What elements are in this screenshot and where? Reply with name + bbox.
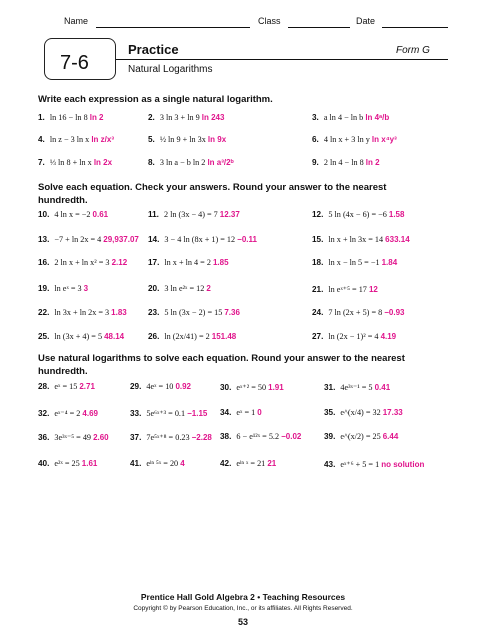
problem-25 bbox=[38, 332, 124, 341]
problem-number: 42. bbox=[220, 459, 232, 468]
problem-answer: ln 9x bbox=[207, 135, 227, 144]
problem-answer: −1.15 bbox=[187, 409, 208, 418]
problem-8 bbox=[148, 158, 234, 167]
problem-expression: ln 16 − ln 8 bbox=[49, 113, 90, 122]
problem-answer: 151.48 bbox=[211, 332, 237, 341]
problem-number: 19. bbox=[38, 284, 50, 293]
problem-expression: 3 ln 3 + ln 9 bbox=[159, 113, 202, 122]
problem-expression: 4 ln x + 3 ln y bbox=[323, 135, 372, 144]
problem-3 bbox=[312, 113, 389, 122]
problem-expression: ln x − ln 5 = −1 bbox=[328, 258, 382, 267]
problem-expression: ln z − 3 ln x bbox=[49, 135, 92, 144]
problem-30 bbox=[220, 382, 284, 392]
problem-answer: 0.92 bbox=[175, 382, 192, 391]
problem-19 bbox=[38, 284, 88, 293]
problem-answer: 12.37 bbox=[219, 210, 240, 219]
problem-number: 24. bbox=[312, 308, 324, 317]
problem-expression: ½ ln 9 + ln 3x bbox=[159, 135, 208, 144]
problem-number: 14. bbox=[148, 235, 160, 244]
class-line bbox=[288, 27, 350, 28]
name-line bbox=[96, 27, 250, 28]
problem-10 bbox=[38, 210, 108, 219]
problem-number: 27. bbox=[312, 332, 324, 341]
problem-number: 1. bbox=[38, 113, 45, 122]
problem-42 bbox=[220, 459, 276, 468]
problem-expression: 3 − 4 ln (8x + 1) = 12 bbox=[164, 235, 238, 244]
problem-answer: ln 2x bbox=[93, 158, 113, 167]
problem-22 bbox=[38, 308, 127, 317]
problem-number: 20. bbox=[148, 284, 160, 293]
problem-6 bbox=[312, 135, 397, 144]
problem-number: 28. bbox=[38, 382, 50, 391]
problem-answer: 1.58 bbox=[388, 210, 405, 219]
problem-number: 8. bbox=[148, 158, 155, 167]
problem-number: 36. bbox=[38, 433, 50, 442]
problem-expression: 3 ln e²ˣ = 12 bbox=[164, 284, 207, 293]
problem-answer: 1.61 bbox=[81, 459, 98, 468]
problem-expression: ln 3x + ln 2x = 3 bbox=[54, 308, 112, 317]
footer-book: Prentice Hall Gold Algebra 2 • Teaching Resources bbox=[140, 592, 346, 602]
date-label: Date bbox=[356, 16, 376, 26]
problem-32 bbox=[38, 408, 98, 418]
problem-20 bbox=[148, 284, 211, 293]
class-label: Class bbox=[258, 16, 281, 26]
problem-13 bbox=[38, 235, 139, 244]
problem-24 bbox=[312, 308, 405, 317]
problem-answer: 3 bbox=[83, 284, 89, 293]
problem-number: 25. bbox=[38, 332, 50, 341]
problem-answer: ln 4ᵃ/b bbox=[365, 113, 390, 122]
problem-16 bbox=[38, 258, 127, 267]
problem-answer: ln 2 bbox=[365, 158, 380, 167]
problem-answer: 21 bbox=[267, 459, 277, 468]
problem-number: 39. bbox=[324, 432, 336, 441]
problem-number: 22. bbox=[38, 308, 50, 317]
problem-expression: eˡⁿ ⁵ˣ = 20 bbox=[146, 459, 181, 468]
problem-number: 37. bbox=[130, 433, 142, 442]
problem-23 bbox=[148, 308, 240, 317]
problem-number: 33. bbox=[130, 409, 142, 418]
problem-18 bbox=[312, 258, 397, 267]
footer-copyright: Copyright © by Pearson Education, Inc., or its affiliates. All Rights Reserved. bbox=[133, 605, 353, 612]
problem-number: 16. bbox=[38, 258, 50, 267]
problem-number: 30. bbox=[220, 383, 232, 392]
problem-36 bbox=[38, 432, 109, 442]
problem-expression: ln (2x/41) = 2 bbox=[164, 332, 212, 341]
problem-2 bbox=[148, 113, 224, 122]
problem-expression: ln x + ln 3x = 14 bbox=[328, 235, 386, 244]
problem-number: 3. bbox=[312, 113, 319, 122]
problem-answer: 2.12 bbox=[111, 258, 128, 267]
problem-37 bbox=[130, 432, 212, 442]
lesson-title: Practice bbox=[128, 42, 179, 57]
problem-expression: 3e³ˣ⁻⁵ = 49 bbox=[54, 433, 94, 442]
problem-answer: ln z/x³ bbox=[91, 135, 114, 144]
problem-answer: 7.36 bbox=[224, 308, 240, 317]
problem-expression: 3 ln a − b ln 2 bbox=[159, 158, 208, 167]
problem-number: 41. bbox=[130, 459, 142, 468]
problem-number: 40. bbox=[38, 459, 50, 468]
problem-number: 12. bbox=[312, 210, 324, 219]
problem-answer: ln 2 bbox=[89, 113, 104, 122]
problem-answer: 2.60 bbox=[93, 433, 109, 442]
problem-11 bbox=[148, 210, 240, 219]
problem-answer: 1.85 bbox=[212, 258, 229, 267]
problem-4 bbox=[38, 135, 114, 144]
problem-39 bbox=[324, 432, 398, 441]
problem-number: 38. bbox=[220, 432, 232, 441]
problem-answer: 0.61 bbox=[92, 210, 109, 219]
problem-number: 11. bbox=[148, 210, 159, 219]
problem-answer: 12 bbox=[368, 285, 378, 294]
problem-number: 15. bbox=[312, 235, 324, 244]
problem-answer: 4 bbox=[180, 459, 185, 468]
problem-29 bbox=[130, 382, 191, 391]
problem-answer: 6.44 bbox=[382, 432, 399, 441]
problem-expression: 2 ln 4 − ln 8 bbox=[323, 158, 366, 167]
problem-expression: eˣ = 1 bbox=[236, 408, 258, 417]
problem-answer: 17.33 bbox=[382, 408, 403, 417]
problem-number: 34. bbox=[220, 408, 232, 417]
problem-answer: ln 243 bbox=[201, 113, 225, 122]
problem-17 bbox=[148, 258, 229, 267]
problem-expression: 4e³ˣ⁻¹ = 5 bbox=[340, 383, 375, 392]
problem-number: 6. bbox=[312, 135, 319, 144]
problem-35 bbox=[324, 408, 403, 417]
problem-1 bbox=[38, 113, 104, 122]
problem-answer: 4.19 bbox=[380, 332, 397, 341]
problem-expression: ln (2x − 1)² = 4 bbox=[328, 332, 381, 341]
problem-41 bbox=[130, 459, 185, 468]
problem-26 bbox=[148, 332, 236, 341]
problem-expression: eˣ = 15 bbox=[54, 382, 80, 391]
problem-answer: ln x⁴y³ bbox=[371, 135, 397, 144]
problem-number: 2. bbox=[148, 113, 155, 122]
problem-expression: ln x + ln 4 = 2 bbox=[164, 258, 213, 267]
problem-expression: e^(x/2) = 25 bbox=[340, 432, 383, 441]
problem-answer: −2.28 bbox=[191, 433, 212, 442]
problem-number: 10. bbox=[38, 210, 50, 219]
problem-number: 7. bbox=[38, 158, 45, 167]
problem-expression: ⅓ ln 8 + ln x bbox=[49, 158, 94, 167]
page-number: 53 bbox=[237, 617, 248, 627]
problem-answer: 48.14 bbox=[104, 332, 125, 341]
problem-expression: ln eˣ = 3 bbox=[54, 284, 84, 293]
problem-expression: ln eˣ⁺⁵ = 17 bbox=[328, 285, 369, 294]
problem-number: 9. bbox=[312, 158, 319, 167]
problem-answer: 1.83 bbox=[111, 308, 127, 317]
problem-expression: 4eˣ = 10 bbox=[146, 382, 176, 391]
problem-expression: 4 ln x = −2 bbox=[54, 210, 93, 219]
problem-number: 4. bbox=[38, 135, 45, 144]
problem-40 bbox=[38, 459, 97, 468]
lesson-number: 7-6 bbox=[60, 52, 89, 74]
problem-answer: ln a³/2ᵇ bbox=[207, 158, 234, 167]
section-1-instructions: Write each expression as a single natural logarithm. bbox=[38, 94, 273, 105]
problem-answer: 4.69 bbox=[82, 409, 98, 418]
problem-expression: a ln 4 − ln b bbox=[323, 113, 366, 122]
problem-7 bbox=[38, 158, 112, 167]
problem-answer: 1.91 bbox=[268, 383, 284, 392]
problem-answer: no solution bbox=[381, 460, 425, 469]
problem-number: 17. bbox=[148, 258, 160, 267]
problem-expression: 2 ln x + ln x² = 3 bbox=[54, 258, 112, 267]
problem-number: 21. bbox=[312, 285, 324, 294]
problem-9 bbox=[312, 158, 380, 167]
problem-expression: e^(x/4) = 32 bbox=[340, 408, 383, 417]
problem-answer: 0 bbox=[257, 408, 262, 417]
problem-answer: −0.02 bbox=[281, 432, 302, 441]
problem-expression: eˡⁿ ˣ = 21 bbox=[236, 459, 268, 468]
problem-number: 18. bbox=[312, 258, 324, 267]
problem-answer: 0.41 bbox=[374, 383, 391, 392]
problem-33 bbox=[130, 408, 207, 418]
problem-expression: 5 ln (4x − 6) = −6 bbox=[328, 210, 389, 219]
problem-14 bbox=[148, 235, 257, 244]
problem-number: 5. bbox=[148, 135, 155, 144]
problem-31 bbox=[324, 382, 390, 392]
problem-number: 26. bbox=[148, 332, 160, 341]
problem-answer: 2 bbox=[206, 284, 211, 293]
problem-number: 43. bbox=[324, 460, 336, 469]
problem-expression: ln (3x + 4) = 5 bbox=[54, 332, 105, 341]
problem-answer: 2.71 bbox=[79, 382, 95, 391]
problem-27 bbox=[312, 332, 396, 341]
problem-12 bbox=[312, 210, 404, 219]
form-label: Form G bbox=[396, 45, 430, 56]
problem-number: 29. bbox=[130, 382, 142, 391]
banner-rule bbox=[116, 59, 448, 60]
problem-answer: 29,937.07 bbox=[103, 235, 139, 244]
problem-expression: 5 ln (3x − 2) = 15 bbox=[164, 308, 225, 317]
date-line bbox=[382, 27, 448, 28]
problem-answer: −0.93 bbox=[384, 308, 405, 317]
problem-number: 32. bbox=[38, 409, 50, 418]
problem-28 bbox=[38, 382, 95, 391]
problem-expression: 2 ln (3x − 4) = 7 bbox=[163, 210, 220, 219]
lesson-subtitle: Natural Logarithms bbox=[128, 64, 213, 75]
problem-expression: 7e⁵ˣ⁺⁸ = 0.23 bbox=[146, 433, 192, 442]
problem-38 bbox=[220, 432, 301, 441]
problem-answer: −0.11 bbox=[237, 235, 257, 244]
problem-43 bbox=[324, 459, 424, 469]
section-3-instructions: Use natural logarithms to solve each equation. Round your answer to the nearest hundredth. bbox=[38, 353, 405, 377]
problem-5 bbox=[148, 135, 226, 144]
problem-expression: 6 − e¹²ˣ = 5.2 bbox=[236, 432, 282, 441]
problem-answer: 1.84 bbox=[381, 258, 398, 267]
name-label: Name bbox=[64, 16, 89, 26]
section-2-instructions: Solve each equation. Check your answers. Round your answer to the nearest hundredth. bbox=[38, 182, 387, 206]
problem-expression: eˣ⁺⁶ + 5 = 1 bbox=[340, 460, 382, 469]
problem-number: 31. bbox=[324, 383, 336, 392]
problem-number: 35. bbox=[324, 408, 336, 417]
problem-21 bbox=[312, 284, 378, 294]
problem-expression: eˣ⁻⁴ = 2 bbox=[54, 409, 83, 418]
problem-expression: e²ˣ = 25 bbox=[54, 459, 82, 468]
problem-15 bbox=[312, 235, 410, 244]
problem-expression: 7 ln (2x + 5) = 8 bbox=[328, 308, 385, 317]
problem-expression: 5e⁶ˣ⁺³ = 0.1 bbox=[146, 409, 188, 418]
problem-expression: eˣ⁺² = 50 bbox=[236, 383, 269, 392]
problem-number: 13. bbox=[38, 235, 50, 244]
problem-answer: 633.14 bbox=[385, 235, 410, 244]
problem-number: 23. bbox=[148, 308, 160, 317]
problem-expression: −7 + ln 2x = 4 bbox=[54, 235, 104, 244]
problem-34 bbox=[220, 408, 262, 417]
